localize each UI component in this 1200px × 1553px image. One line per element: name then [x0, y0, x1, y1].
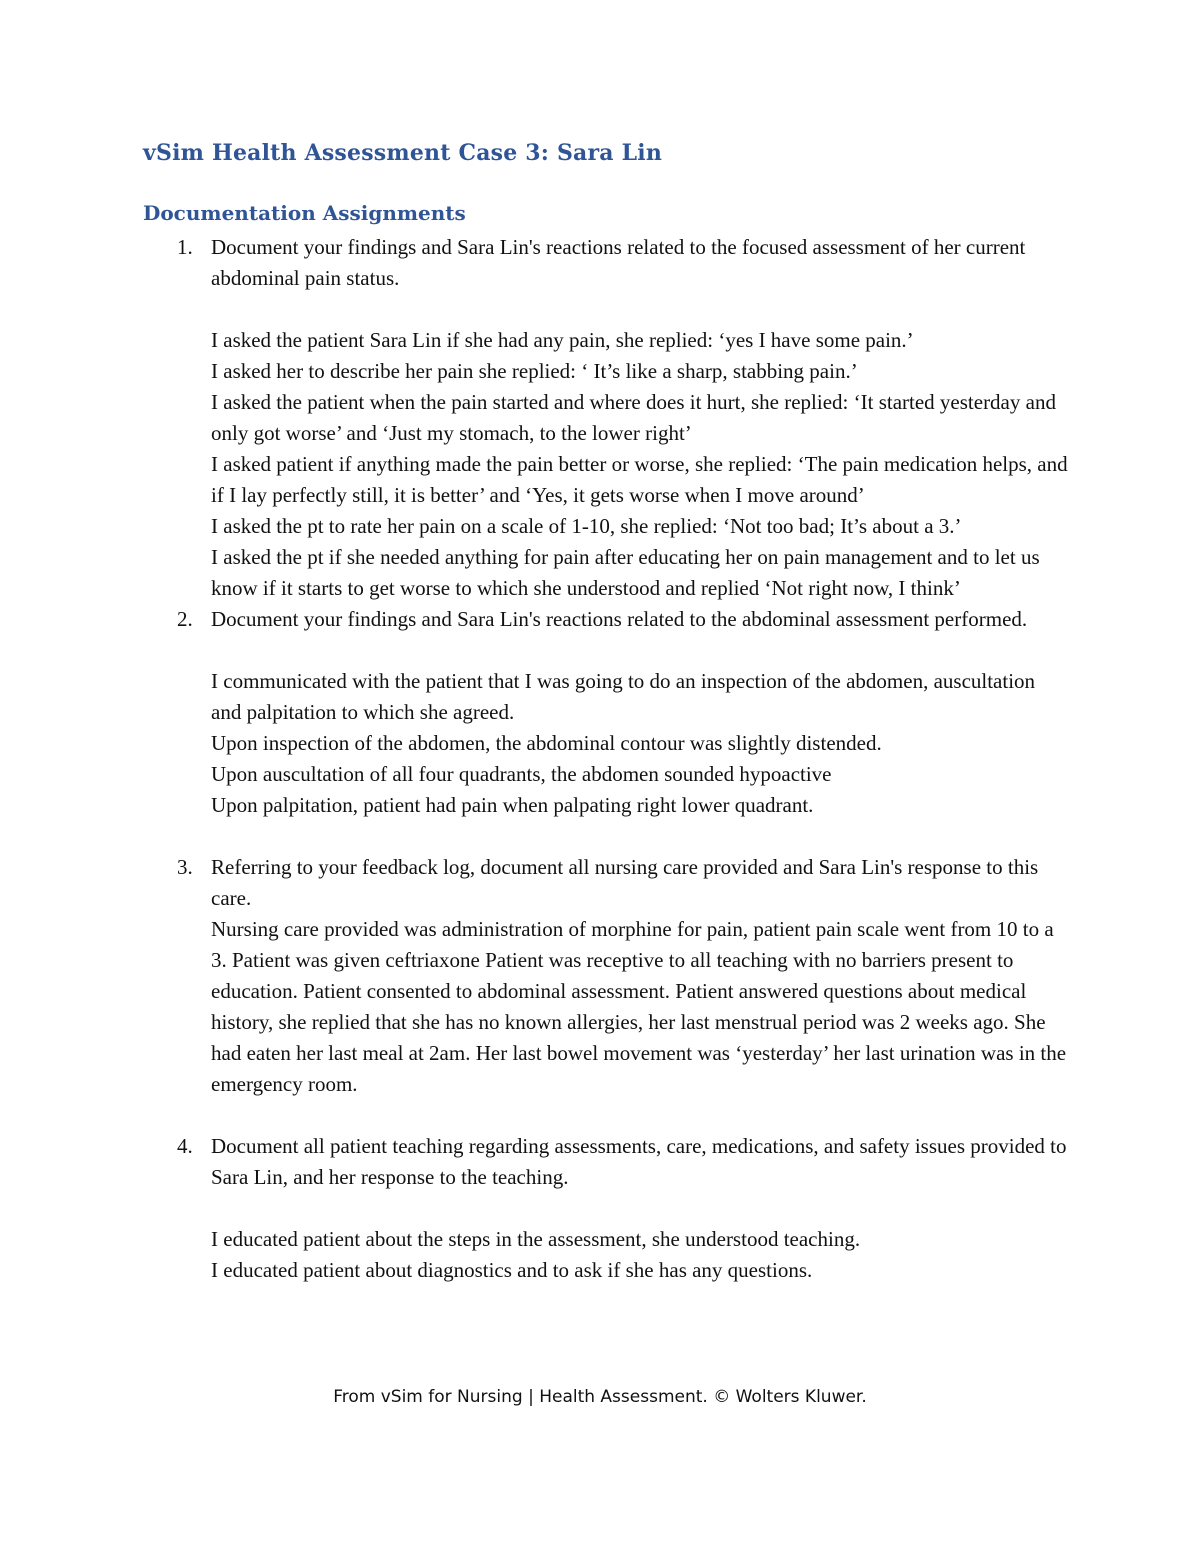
spacer — [211, 294, 1068, 325]
response-line: I asked the pt if she needed anything for pain after educating her on pain management and to let us know if it starts to get worse to which she understood and replied ‘Not right now, I think’ — [211, 545, 1040, 600]
response-line: I asked the patient Sara Lin if she had any pain, she replied: ‘yes I have some pain.’ — [211, 328, 914, 352]
response-line: I communicated with the patient that I was going to do an inspection of the abdomen, auscultation and palpitation to which she agreed. — [211, 669, 1036, 724]
spacer — [211, 635, 1068, 666]
response-line: I asked the patient when the pain started and where does it hurt, she replied: ‘It started yesterday and only got worse’ and ‘Just my stomach, to the lower right’ — [211, 390, 1056, 445]
assignment-prompt: Document your findings and Sara Lin's reactions related to the focused assessment of her current abdominal pain status. — [211, 235, 1026, 290]
response-line: I educated patient about the steps in the assessment, she understood teaching. — [211, 1227, 861, 1251]
assignment-item — [143, 232, 1068, 604]
assignment-list — [143, 232, 1068, 1286]
assignment-item — [143, 852, 1068, 1131]
spacer — [211, 1193, 1068, 1224]
assignment-number: 3. — [177, 855, 193, 879]
assignment-number: 1. — [177, 235, 193, 259]
response-line: I educated patient about diagnostics and to ask if she has any questions. — [211, 1258, 813, 1282]
page-title: vSim Health Assessment Case 3: Sara Lin — [143, 140, 663, 166]
spacer — [211, 1100, 1068, 1131]
assignment-item — [143, 1131, 1068, 1286]
assignment-prompt: Referring to your feedback log, document all nursing care provided and Sara Lin's response to this care. — [211, 855, 1039, 910]
assignment-prompt: Document all patient teaching regarding assessments, care, medications, and safety issues provided to Sara Lin, and her response to the teaching. — [211, 1134, 1067, 1189]
assignment-number: 4. — [177, 1134, 193, 1158]
page-footer: From vSim for Nursing | Health Assessment. © Wolters Kluwer. — [333, 1387, 867, 1407]
response-line: Nursing care provided was administration of morphine for pain, patient pain scale went from 10 to a 3. Patient was given ceftriaxone Patient was receptive to all teaching with no barriers present to education. Patient consented to abdominal assessment. Patient answered questions about medical history, she replied that she has no known allergies, her last menstrual period was 2 weeks ago. She had eaten her last meal at 2am. Her last bowel movement was ‘yesterday’ her last urination was in the emergency room. — [211, 917, 1067, 1096]
response-line: I asked her to describe her pain she replied: ‘ It’s like a sharp, stabbing pain.’ — [211, 359, 858, 383]
spacer — [211, 821, 1068, 852]
assignment-prompt: Document your findings and Sara Lin's reactions related to the abdominal assessment performed. — [211, 607, 1028, 631]
assignment-item — [143, 604, 1068, 852]
assignment-number: 2. — [177, 607, 193, 631]
response-line: Upon auscultation of all four quadrants, the abdomen sounded hypoactive — [211, 762, 832, 786]
response-line: I asked the pt to rate her pain on a scale of 1-10, she replied: ‘Not too bad; It’s about a 3.’ — [211, 514, 962, 538]
response-line: Upon palpitation, patient had pain when palpating right lower quadrant. — [211, 793, 814, 817]
response-line: I asked patient if anything made the pain better or worse, she replied: ‘The pain medication helps, and if I lay perfectly still, it is better’ and ‘Yes, it gets worse when I move around’ — [211, 452, 1068, 507]
response-line: Upon inspection of the abdomen, the abdominal contour was slightly distended. — [211, 731, 882, 755]
section-heading: Documentation Assignments — [143, 201, 466, 225]
